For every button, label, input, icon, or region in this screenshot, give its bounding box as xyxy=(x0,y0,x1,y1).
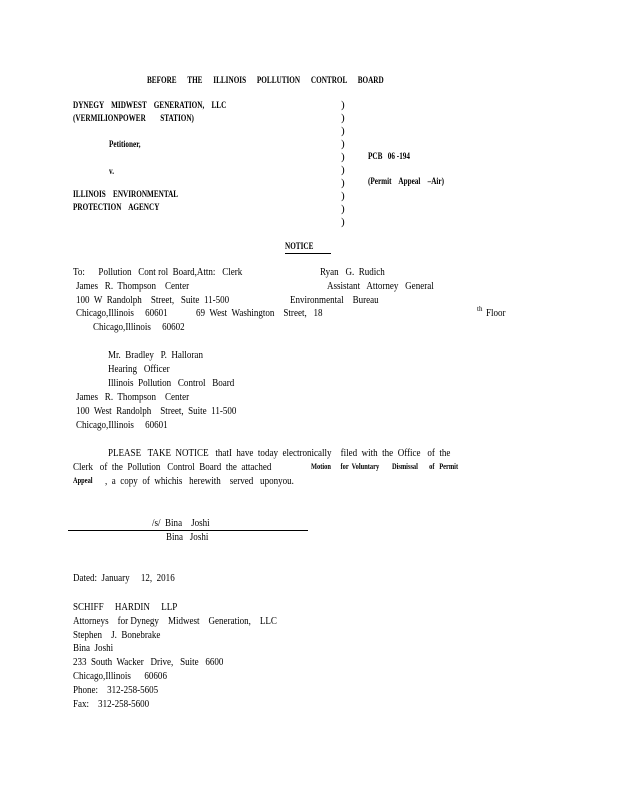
caption-paren: ) xyxy=(341,177,345,189)
caption-paren: ) xyxy=(341,125,345,137)
service-address-line: James R. Thompson Center xyxy=(76,280,190,292)
firm-role: Attorneys for Dynegy Midwest Generation, LLC xyxy=(73,615,277,627)
service-recipient-city: Chicago,Illinois 60602 xyxy=(93,321,185,333)
caption-paren: ) xyxy=(341,190,345,202)
caption-paren: ) xyxy=(341,216,345,228)
hearing-officer-name: Mr. Bradley P. Halloran xyxy=(108,349,203,361)
caption-paren: ) xyxy=(341,151,345,163)
firm-city: Chicago,Illinois 60606 xyxy=(73,670,167,682)
notice-title: NOTICE xyxy=(285,241,314,251)
firm-phone: Phone: 312-258-5605 xyxy=(73,684,159,696)
petitioner-label: Petitioner, xyxy=(109,139,141,149)
caption-paren: ) xyxy=(341,112,345,124)
caption-paren: ) xyxy=(341,164,345,176)
service-city-line: Chicago,Illinois 60601 xyxy=(76,307,168,319)
petitioner-name: DYNEGY MIDWEST GENERATION, LLC xyxy=(73,100,227,110)
service-recipient-name: Ryan G. Rudich xyxy=(320,266,385,278)
signer-name: Bina Joshi xyxy=(166,531,209,543)
case-type: (Permit Appeal –Air) xyxy=(368,176,444,186)
service-to-line: To: Pollution Cont rol Board,Attn: Clerk xyxy=(73,266,243,278)
notice-underline xyxy=(285,253,331,254)
firm-attorney: Bina Joshi xyxy=(73,642,114,654)
ordinal-superscript: th xyxy=(477,305,483,313)
case-number: PCB 06 -194 xyxy=(368,151,410,161)
firm-attorney: Stephen J. Bonebrake xyxy=(73,629,161,641)
caption-paren: ) xyxy=(341,203,345,215)
body-line: Clerk of the Pollution Control Board the attached xyxy=(73,461,272,473)
firm-address: 233 South Wacker Drive, Suite 6600 xyxy=(73,656,224,668)
service-recipient-street: 69 West Washington Street, 18 xyxy=(196,307,323,319)
firm-name: SCHIFF HARDIN LLP xyxy=(73,601,178,613)
versus-label: v. xyxy=(109,166,115,176)
hearing-officer-title: Hearing Officer xyxy=(108,363,170,375)
service-recipient-title: Assistant Attorney General xyxy=(327,280,434,292)
caption-paren: ) xyxy=(341,138,345,150)
hearing-officer-address: James R. Thompson Center xyxy=(76,391,190,403)
caption-paren: ) xyxy=(341,99,345,111)
dated-line: Dated: January 12, 2016 xyxy=(73,572,175,584)
firm-fax: Fax: 312-258-5600 xyxy=(73,698,150,710)
service-address-line: 100 W Randolph Street, Suite 11-500 xyxy=(76,294,230,306)
body-line: , a copy of whichis herewith served uponyou. xyxy=(105,475,294,487)
petitioner-station: (VERMILIONPOWER STATION) xyxy=(73,113,194,123)
service-recipient-floor: Floor xyxy=(486,307,506,319)
motion-title: Motion for Voluntary Dismissal of Permit xyxy=(311,462,459,471)
hearing-officer-org: Illinois Pollution Control Board xyxy=(108,377,235,389)
service-recipient-bureau: Environmental Bureau xyxy=(290,294,379,306)
hearing-officer-street: 100 West Randolph Street, Suite 11-500 xyxy=(76,405,237,417)
respondent-name: ILLINOIS ENVIRONMENTAL xyxy=(73,189,179,199)
body-line: PLEASE TAKE NOTICE thatI have today electronically filed with the Office of the xyxy=(108,447,451,459)
electronic-signature: /s/ Bina Joshi xyxy=(152,517,210,529)
respondent-agency: PROTECTION AGENCY xyxy=(73,202,160,212)
caption-heading: BEFORE THE ILLINOIS POLLUTION CONTROL BOARD xyxy=(147,75,384,85)
motion-title-cont: Appeal xyxy=(73,476,93,485)
hearing-officer-city: Chicago,Illinois 60601 xyxy=(76,419,168,431)
